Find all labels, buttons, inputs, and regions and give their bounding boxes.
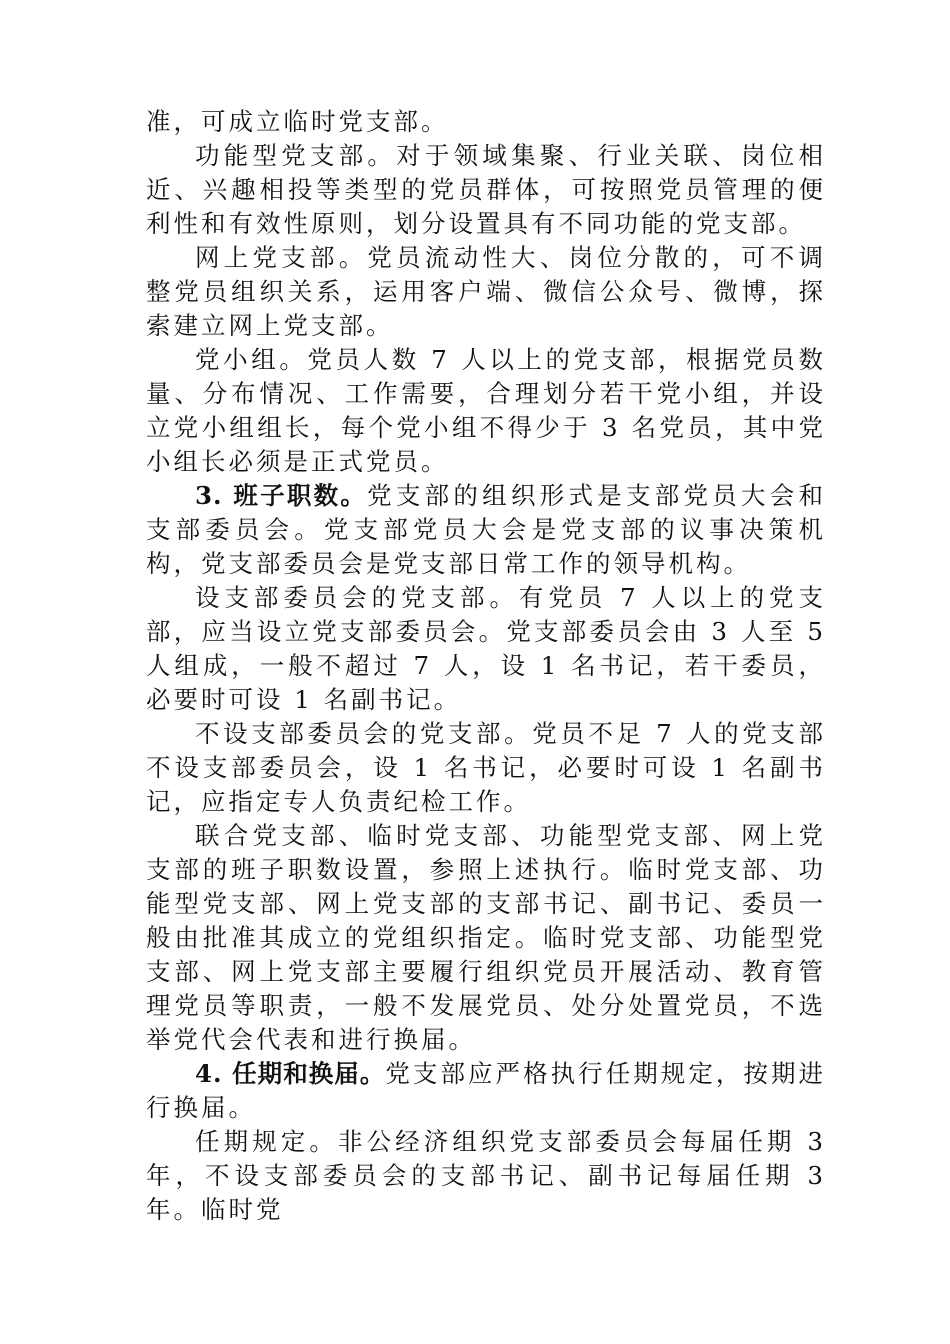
section-heading: 4. 任期和换届。 <box>195 1059 386 1088</box>
paragraph-9 <box>146 1057 826 1125</box>
paragraph-6 <box>146 581 826 717</box>
paragraph-text: 联合党支部、临时党支部、功能型党支部、网上党支部的班子职数设置，参照上述执行。临时党支部、功能型党支部、网上党支部的支部书记、副书记、委员一般由批准其成立的党组织指定。临时党支部、功能型党支部、网上党支部主要履行组织党员开展活动、教育管理党员等职责，一般不发展党员、处分处置党员，不选举党代会代表和进行换届。 <box>146 821 826 1054</box>
document-page <box>146 105 826 1227</box>
paragraph-2 <box>146 139 826 241</box>
paragraph-text: 设支部委员会的党支部。有党员 7 人以上的党支部，应当设立党支部委员会。党支部委员会由 3 人至 5 人组成，一般不超过 7 人，设 1 名书记，若干委员，必要时可设 1 名副书记。 <box>146 583 826 714</box>
paragraph-text: 不设支部委员会的党支部。党员不足 7 人的党支部不设支部委员会，设 1 名书记，必要时可设 1 名副书记，应指定专人负责纪检工作。 <box>146 719 826 816</box>
section-heading: 3. 班子职数。 <box>195 481 368 510</box>
paragraph-text: 党支部的组织形式是支部党员大会和支部委员会。党支部党员大会是党支部的议事决策机构，党支部委员会是党支部日常工作的领导机构。 <box>146 481 827 578</box>
paragraph-1 <box>146 105 826 139</box>
paragraph-8 <box>146 819 826 1057</box>
paragraph-text: 任期规定。非公经济组织党支部委员会每届任期 3 年，不设支部委员会的支部书记、副书记每届任期 3 年。临时党 <box>146 1127 826 1224</box>
paragraph-7 <box>146 717 826 819</box>
paragraph-text: 党小组。党员人数 7 人以上的党支部，根据党员数量、分布情况、工作需要，合理划分若干党小组，并设立党小组组长，每个党小组不得少于 3 名党员，其中党小组长必须是正式党员。 <box>146 345 826 476</box>
paragraph-3 <box>146 241 826 343</box>
paragraph-text: 党支部应严格执行任期规定，按期进行换届。 <box>146 1059 826 1122</box>
paragraph-text: 功能型党支部。对于领域集聚、行业关联、岗位相近、兴趣相投等类型的党员群体，可按照党员管理的便利性和有效性原则，划分设置具有不同功能的党支部。 <box>146 141 826 238</box>
paragraph-text: 网上党支部。党员流动性大、岗位分散的，可不调整党员组织关系，运用客户端、微信公众号、微博，探索建立网上党支部。 <box>146 243 826 340</box>
paragraph-10 <box>146 1125 826 1227</box>
paragraph-text: 准，可成立临时党支部。 <box>146 107 449 136</box>
paragraph-4 <box>146 343 826 479</box>
paragraph-5 <box>146 479 826 581</box>
